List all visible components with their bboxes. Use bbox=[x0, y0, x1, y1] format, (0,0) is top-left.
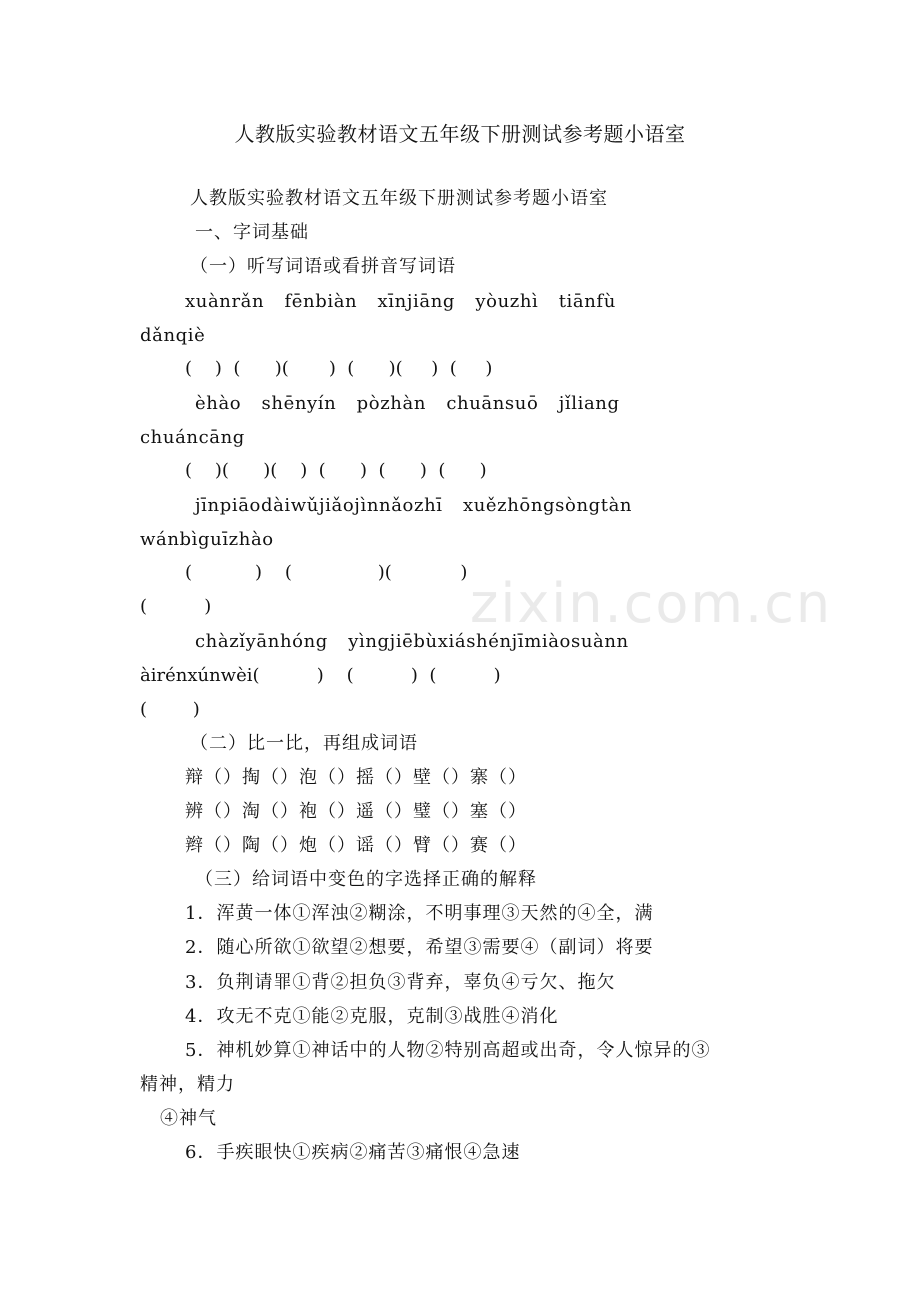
pinyin-line-2a: èhào shēnyín pòzhàn chuānsuō jǐliang bbox=[195, 393, 620, 414]
answer-brackets-4: ( ) bbox=[140, 699, 200, 720]
answer-brackets-3b: ( ) bbox=[140, 596, 212, 617]
pinyin-line-1b: dǎnqiè bbox=[140, 325, 206, 346]
compare-row-2: 辨（）淘（）袍（）遥（）璧（）塞（） bbox=[185, 801, 527, 822]
question-item-3: 3．负荆请罪①背②担负③背弃，辜负④亏欠、拖欠 bbox=[185, 972, 616, 993]
question-item-5-continued: 精神，精力 bbox=[140, 1074, 235, 1095]
question-item-6: 6．手疾眼快①疾病②痛苦③痛恨④急速 bbox=[185, 1142, 521, 1163]
pinyin-line-3b: wánbìguīzhào bbox=[140, 529, 274, 550]
answer-brackets-1: ( ) ( )( ) ( )( ) ( ) bbox=[185, 358, 493, 379]
page-title: 人教版实验教材语文五年级下册测试参考题小语室 bbox=[234, 122, 686, 146]
pinyin-line-3a: jīnpiāodàiwǔjiǎojìnnǎozhī xuězhōngsòngtàn bbox=[195, 495, 633, 516]
part-heading-1: （一）听写词语或看拼音写词语 bbox=[190, 256, 456, 277]
part-heading-3: （三）给词语中变色的字选择正确的解释 bbox=[195, 869, 537, 890]
question-item-2: 2．随心所欲①欲望②想要，希望③需要④（副词）将要 bbox=[185, 937, 654, 958]
question-item-1: 1．浑黄一体①浑浊②糊涂，不明事理③天然的④全，满 bbox=[185, 903, 654, 924]
doc-subtitle: 人教版实验教材语文五年级下册测试参考题小语室 bbox=[190, 188, 608, 209]
part-heading-2: （二）比一比，再组成词语 bbox=[190, 733, 418, 754]
question-item-5-option-4: ④神气 bbox=[160, 1108, 217, 1129]
compare-row-3: 辫（）陶（）炮（）谣（）臂（）赛（） bbox=[185, 835, 527, 856]
pinyin-line-1a: xuànrǎn fēnbiàn xīnjiāng yòuzhì tiānfù bbox=[185, 291, 616, 312]
question-item-5: 5．神机妙算①神话中的人物②特别高超或出奇，令人惊异的③ bbox=[185, 1040, 711, 1061]
answer-brackets-2: ( )( )( ) ( ) ( ) ( ) bbox=[185, 460, 487, 481]
pinyin-line-2b: chuáncāng bbox=[140, 427, 245, 448]
answer-brackets-3a: ( ) ( )( ) bbox=[185, 562, 468, 583]
watermark: zixin.com.cn bbox=[470, 572, 833, 635]
section-heading-1: 一、字词基础 bbox=[195, 222, 309, 243]
pinyin-line-4b: àirénxúnwèi( ) ( ) ( ) bbox=[140, 665, 501, 686]
compare-row-1: 辩（）掏（）泡（）摇（）壁（）寨（） bbox=[185, 767, 527, 788]
question-item-4: 4．攻无不克①能②克服，克制③战胜④消化 bbox=[185, 1006, 559, 1027]
pinyin-line-4a: chàzǐyānhóng yìngjiēbùxiáshénjīmiàosuànn bbox=[195, 631, 629, 652]
